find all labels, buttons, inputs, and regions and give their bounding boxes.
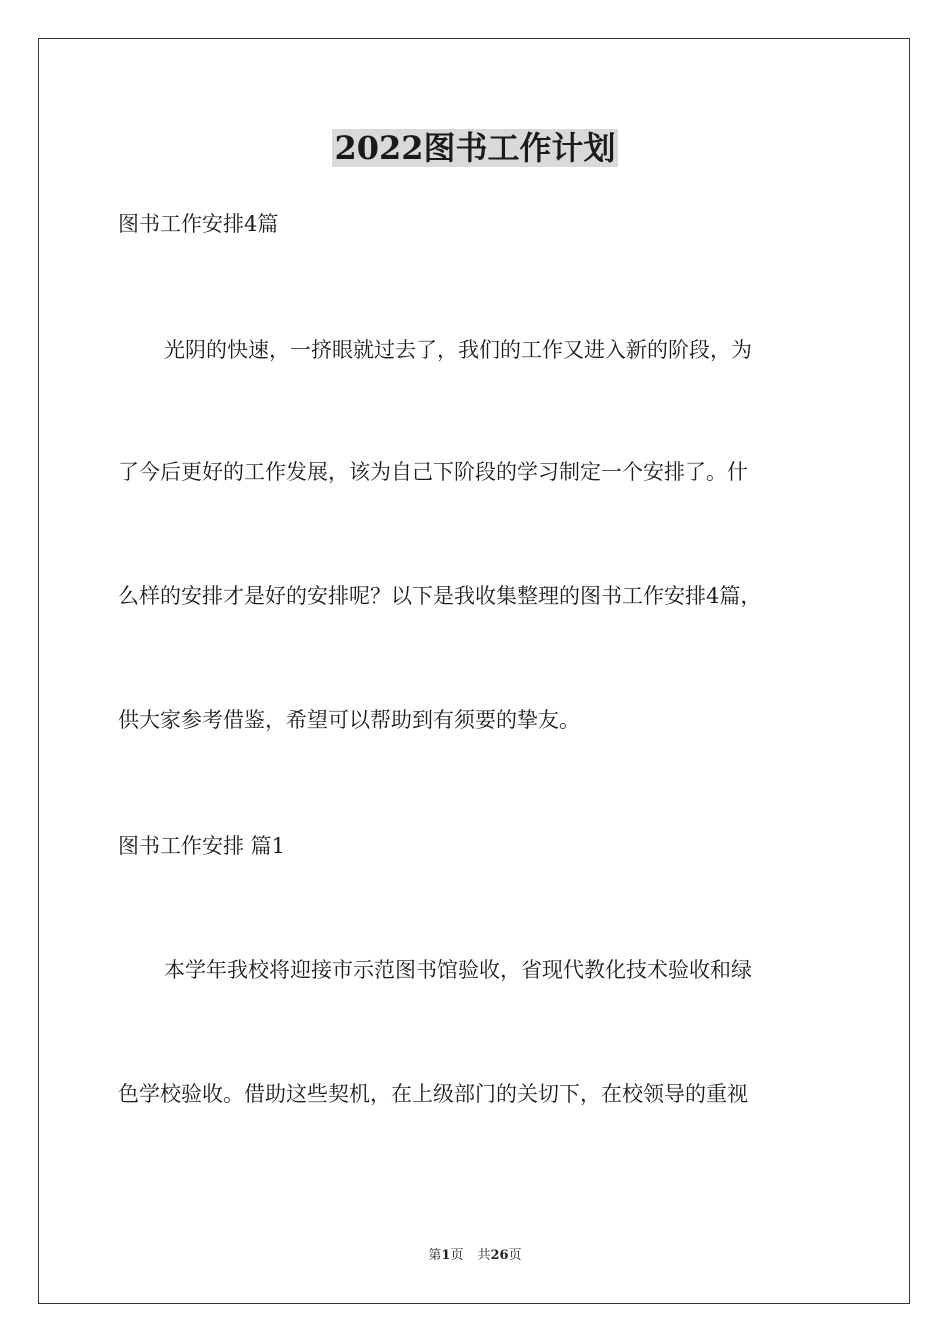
intro-paragraph-line: 么样的安排才是好的安排呢？以下是我收集整理的图书工作安排4篇， — [118, 584, 762, 608]
footer-total-pages: 26 — [490, 1248, 509, 1263]
footer-total-prefix: 共 — [477, 1248, 491, 1263]
footer-page-number: 1 — [441, 1248, 451, 1263]
intro-paragraph-line: 供大家参考借鉴，希望可以帮助到有须要的挚友。 — [118, 708, 580, 732]
section-heading: 图书工作安排 篇1 — [118, 834, 286, 858]
document-title-text: 2022图书工作计划 — [334, 129, 616, 167]
intro-paragraph-line: 了今后更好的工作发展，该为自己下阶段的学习制定一个安排了。什 — [118, 460, 748, 484]
section-paragraph-line: 本学年我校将迎接市示范图书馆验收，省现代教化技术验收和绿 — [164, 958, 752, 982]
document-subtitle: 图书工作安排4篇 — [118, 212, 279, 236]
page-footer — [0, 1246, 950, 1266]
footer-page-suffix: 页 — [450, 1248, 464, 1263]
document-title — [0, 126, 950, 170]
footer-page-prefix: 第 — [428, 1248, 442, 1263]
footer-total-suffix: 页 — [508, 1248, 522, 1263]
intro-paragraph-line: 光阴的快速，一挤眼就过去了，我们的工作又进入新的阶段，为 — [164, 338, 752, 362]
section-paragraph-line: 色学校验收。借助这些契机，在上级部门的关切下，在校领导的重视 — [118, 1082, 748, 1106]
